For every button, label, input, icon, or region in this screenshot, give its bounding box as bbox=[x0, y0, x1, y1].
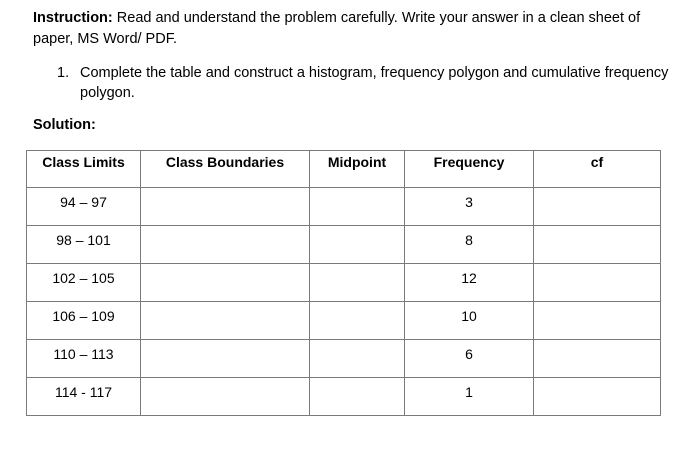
cell-frequency: 3 bbox=[405, 188, 534, 226]
cell-frequency: 1 bbox=[405, 378, 534, 416]
cell-frequency: 12 bbox=[405, 264, 534, 302]
cell-midpoint bbox=[310, 188, 405, 226]
instruction-paragraph bbox=[33, 8, 673, 50]
cell-class-limits: 110 – 113 bbox=[27, 340, 141, 378]
cell-midpoint bbox=[310, 378, 405, 416]
cell-class-boundaries bbox=[141, 378, 310, 416]
cell-cf bbox=[534, 378, 661, 416]
header-cf: cf bbox=[534, 151, 661, 188]
table-row bbox=[27, 264, 661, 302]
table-header-row bbox=[27, 151, 661, 188]
cell-class-limits: 94 – 97 bbox=[27, 188, 141, 226]
solution-label: Solution: bbox=[33, 117, 96, 133]
frequency-table bbox=[26, 150, 661, 416]
cell-class-limits: 106 – 109 bbox=[27, 302, 141, 340]
cell-class-boundaries bbox=[141, 226, 310, 264]
table-row bbox=[27, 188, 661, 226]
cell-cf bbox=[534, 264, 661, 302]
problem-number: 1. bbox=[57, 65, 70, 81]
header-class-limits: Class Limits bbox=[27, 151, 141, 188]
cell-class-boundaries bbox=[141, 302, 310, 340]
instruction-text: Read and understand the problem carefully. Write your answer in a clean sheet of paper, MS Word/ PDF. bbox=[33, 10, 641, 47]
header-frequency: Frequency bbox=[405, 151, 534, 188]
header-class-boundaries: Class Boundaries bbox=[141, 151, 310, 188]
cell-class-limits: 98 – 101 bbox=[27, 226, 141, 264]
cell-midpoint bbox=[310, 340, 405, 378]
header-midpoint: Midpoint bbox=[310, 151, 405, 188]
table-row bbox=[27, 302, 661, 340]
cell-class-limits: 102 – 105 bbox=[27, 264, 141, 302]
problem-text: Complete the table and construct a histogram, frequency polygon and cumulative frequency polygon. bbox=[80, 65, 669, 101]
table-row bbox=[27, 378, 661, 416]
cell-midpoint bbox=[310, 226, 405, 264]
cell-frequency: 10 bbox=[405, 302, 534, 340]
cell-midpoint bbox=[310, 302, 405, 340]
cell-class-limits: 114 - 117 bbox=[27, 378, 141, 416]
cell-class-boundaries bbox=[141, 188, 310, 226]
table-row bbox=[27, 226, 661, 264]
cell-cf bbox=[534, 302, 661, 340]
cell-class-boundaries bbox=[141, 264, 310, 302]
cell-midpoint bbox=[310, 264, 405, 302]
cell-frequency: 8 bbox=[405, 226, 534, 264]
cell-cf bbox=[534, 226, 661, 264]
instruction-label: Instruction: bbox=[33, 10, 113, 26]
cell-cf bbox=[534, 188, 661, 226]
table-row bbox=[27, 340, 661, 378]
cell-cf bbox=[534, 340, 661, 378]
cell-frequency: 6 bbox=[405, 340, 534, 378]
cell-class-boundaries bbox=[141, 340, 310, 378]
